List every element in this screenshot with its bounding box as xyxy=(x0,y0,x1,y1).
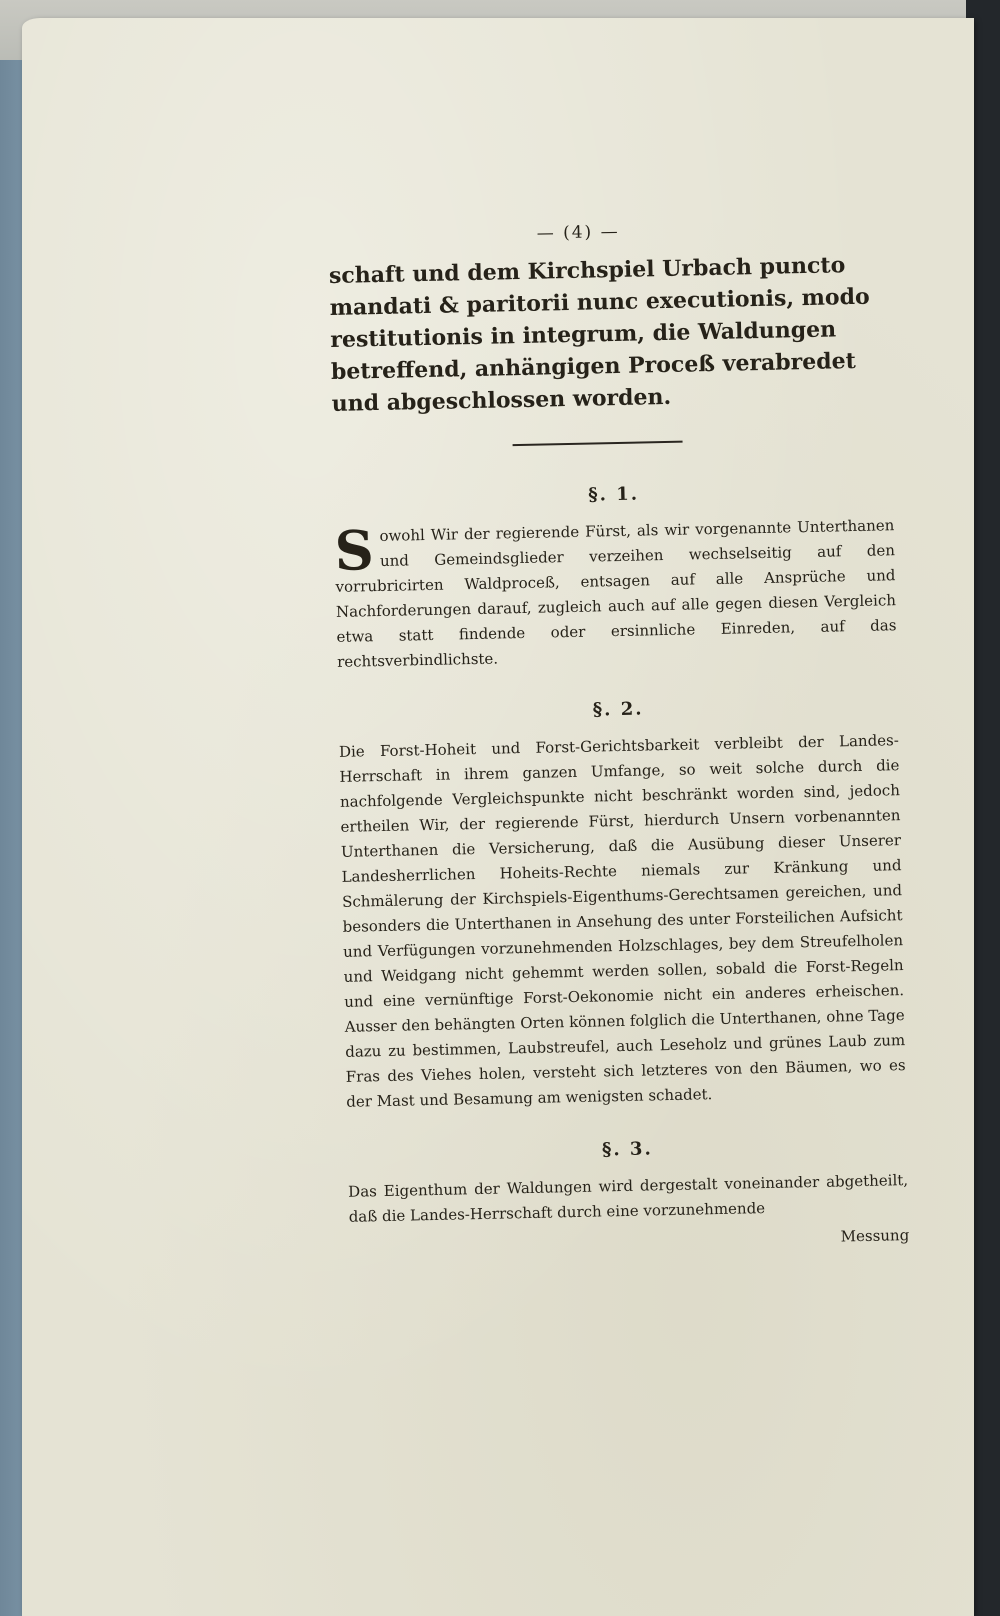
drop-cap: S xyxy=(334,518,375,583)
section-1 xyxy=(333,478,897,675)
section-3 xyxy=(347,1133,909,1256)
intro-paragraph: schaft und dem Kirchspiel Urbach puncto mandati & paritorii nunc executionis, modo restitutionis in integrum, die Waldungen betreffend, anhängigen Proceß verabredet und abgeschlossen worden. xyxy=(328,252,870,417)
divider-rule xyxy=(513,441,683,447)
catchword: Messung xyxy=(840,1226,910,1246)
section-body: owohl Wir der regierende Fürst, als wir vorgenannte Unterthanen und Gemeindsglieder verzeihen wechselseitig auf den vorrubricirten Waldproceß, entsagen auf alle Ansprüche und Nachforderungen darauf, zugleich auch auf alle gegen diesen Vergleich etwa statt findende oder ersinnliche Einreden, auf das rechtsverbindlichste. xyxy=(335,516,897,671)
section-text xyxy=(334,513,897,675)
section-heading: §. 2. xyxy=(592,698,644,721)
section-text: Das Eigenthum der Waldungen wird dergestalt voneinander abgetheilt, daß die Landes-Herrschaft durch eine vorzunehmende xyxy=(348,1171,909,1226)
page-content xyxy=(328,216,909,1256)
page-number: — (4) — xyxy=(536,221,620,244)
section-2 xyxy=(338,693,906,1115)
section-heading: §. 1. xyxy=(588,483,640,506)
section-text: Die Forst-Hoheit und Forst-Gerichtsbarkeit verbleibt der Landes-Herrschaft in ihrem ganzen Umfange, so weit solche durch die nachfolgende Vergleichspunkte nicht beschränkt worden sind, jedoch ertheilen Wir, der regierende Fürst, hierdurch Unsern vorbenannten Unterthanen die Versicherung, daß die Ausübung dieser Unserer Landesherrlichen Hoheits-Rechte niemals zur Kränkung und Schmälerung der Kirchspiels-Eigenthums-Gerechtsamen gereichen, und besonders die Unterthanen in Ansehung des unter Forsteilichen Aufsicht und Verfügungen vorzunehmenden Holzschlages, bey dem Streufelholen und Weidgang nicht gehemmt werden sollen, sobald die Forst-Regeln und eine vernünftige Forst-Oekonomie nicht ein anderes erheischen. Ausser den behängten Orten können folglich die Unterthanen, ohne Tage dazu zu bestimmen, Laubstreufel, auch Leseholz und grünes Laub zum Fras des Viehes holen, versteht sich letzteres von den Bäumen, wo es der Mast und Besamung am wenigsten schadet. xyxy=(338,731,906,1111)
section-heading: §. 3. xyxy=(601,1138,653,1161)
